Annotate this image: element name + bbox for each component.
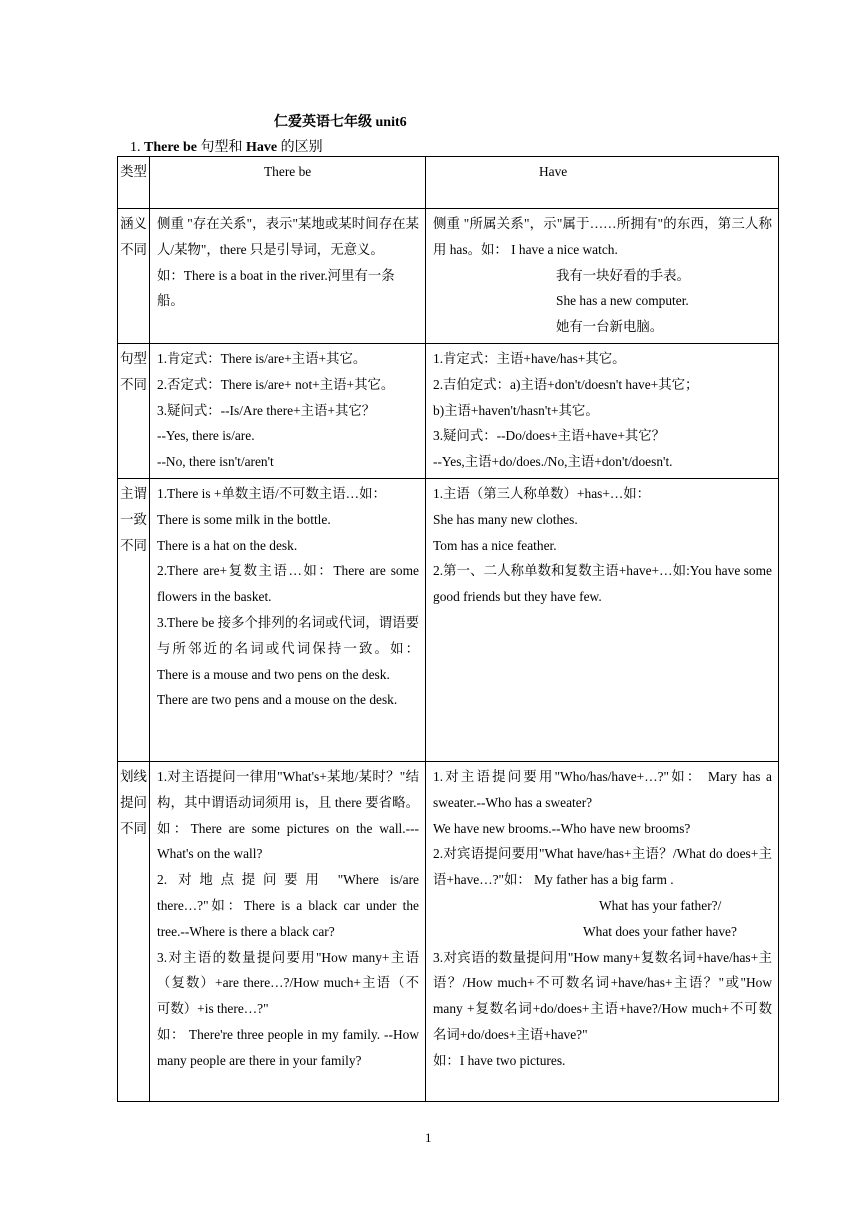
section-heading-prefix: 1. [130,140,144,155]
section-heading [130,136,323,156]
category-cell: 主谓一致不同 [118,478,150,761]
cell-text: 1.主语（第三人称单数）+has+…如： [433,485,651,501]
cell-text: What has your father?/ [599,897,722,913]
category-cell: 划线提问不同 [118,761,150,1101]
there-be-cell [150,761,426,1101]
cell-text: 她有一台新电脑。 [556,319,664,335]
cell-text: 1.There is +单数主语/不可数主语…如： [157,485,386,501]
cell-text: 1.肯定式：主语+have/has+其它。 [433,350,626,366]
cell-text: She has a new computer. [556,293,689,309]
cell-text: b)主语+haven't/hasn't+其它。 [433,402,599,418]
comparison-table [117,156,779,1102]
cell-text: 我有一块好看的手表。 [556,267,690,283]
header-there-be: There be [150,157,426,209]
cell-text: --Yes,主语+do/does./No,主语+don't/doesn't. [433,454,673,470]
page-number: 1 [425,1130,432,1145]
cell-text: --No, there isn't/aren't [157,454,274,470]
cell-text: Tom has a nice feather. [433,537,557,553]
table-row-meaning [118,209,779,344]
cell-text: --Yes, there is/are. [157,428,255,444]
cell-text: 2.对宾语提问要用"What have/has+主语？/What do does+主语+have…?"如： My father has a big farm . [433,846,772,888]
cell-text: 侧重 "所属关系"，示"属于……所拥有"的东西，第三人称用 has。如： I have a nice watch. [433,216,772,257]
cell-text: There is some milk in the bottle. [157,511,331,527]
cell-text: 3.对主语的数量提问要用"How many+主语（复数）+are there…?/How much+主语（不可数）+is there…?" [157,949,419,1017]
cell-text: We have new brooms.--Who have new brooms? [433,820,691,836]
cell-text: 3.There be 接多个排列的名词或代词，谓语要与所邻近的名词或代词保持一致。如： There is a mouse and two pens on the desk. [157,614,419,682]
section-heading-there-be: There be [144,140,198,155]
cell-text: 2.There are+复数主语…如：There are some flowers in the basket. [157,563,419,605]
cell-text: 2. 对地点提问要用 "Where is/are there…?"如：There is a black car under the tree.--Where is there a black car? [157,872,419,939]
section-heading-mid: 句型和 [197,140,247,155]
header-have: Have [426,157,779,209]
category-cell: 涵义不同 [118,209,150,344]
have-cell [426,761,779,1101]
cell-text: 3.对宾语的数量提问用"How many+复数名词+have/has+主语？/How much+不可数名词+have/has+主语？"或"How many +复数名词+do/does+主语+have?/How much+不可数名词+do/does+主语+have?" [433,949,772,1042]
cell-text: 3.疑问式：--Do/does+主语+have+其它？ [433,428,666,444]
section-heading-suffix: 的区别 [277,140,323,155]
document-title: 仁爱英语七年级 unit6 [274,115,407,130]
cell-text: She has many new clothes. [433,511,578,527]
header-category: 类型 [118,157,150,209]
there-be-cell [150,478,426,761]
cell-text: 2.否定式：There is/are+ not+主语+其它。 [157,376,395,392]
table-row-questions [118,761,779,1101]
there-be-cell [150,343,426,478]
have-cell [426,343,779,478]
section-heading-have: Have [246,140,278,155]
cell-text: There is a hat on the desk. [157,537,298,553]
cell-text: 如：There is a boat in the river.河里有一条船。 [157,267,395,309]
have-cell [426,209,779,344]
table-row-agreement [118,478,779,761]
table-row-sentence-pattern [118,343,779,478]
cell-text: There are two pens and a mouse on the desk. [157,692,398,708]
cell-text: What does your father have? [583,923,737,939]
cell-text: 侧重 "存在关系"，表示"某地或某时间存在某人/某物"，there 只是引导词，无意义。 [157,216,419,257]
have-cell [426,478,779,761]
cell-text: 如： There're three people in my family. --How many people are there in your family? [157,1026,419,1068]
cell-text: 如：I have two pictures. [433,1052,566,1068]
cell-text: 2.吉伯定式：a)主语+don't/doesn't have+其它； [433,376,699,392]
cell-text: 2.第一、二人称单数和复数主语+have+…如:You have some good friends but they have few. [433,563,772,605]
cell-text: 1.肯定式：There is/are+主语+其它。 [157,350,367,366]
cell-text: 3.疑问式：--Is/Are there+主语+其它？ [157,402,376,418]
category-cell: 句型不同 [118,343,150,478]
cell-text: 1.对主语提问要用"Who/has/have+…?"如： Mary has a sweater.--Who has a sweater? [433,768,772,810]
cell-text: 1.对主语提问一律用"What's+某地/某时？"结构，其中谓语动词须用 is，且 there 要省略。如：There are some pictures on the wall.---What's on the wall? [157,768,419,862]
table-header-row [118,157,779,209]
there-be-cell [150,209,426,344]
